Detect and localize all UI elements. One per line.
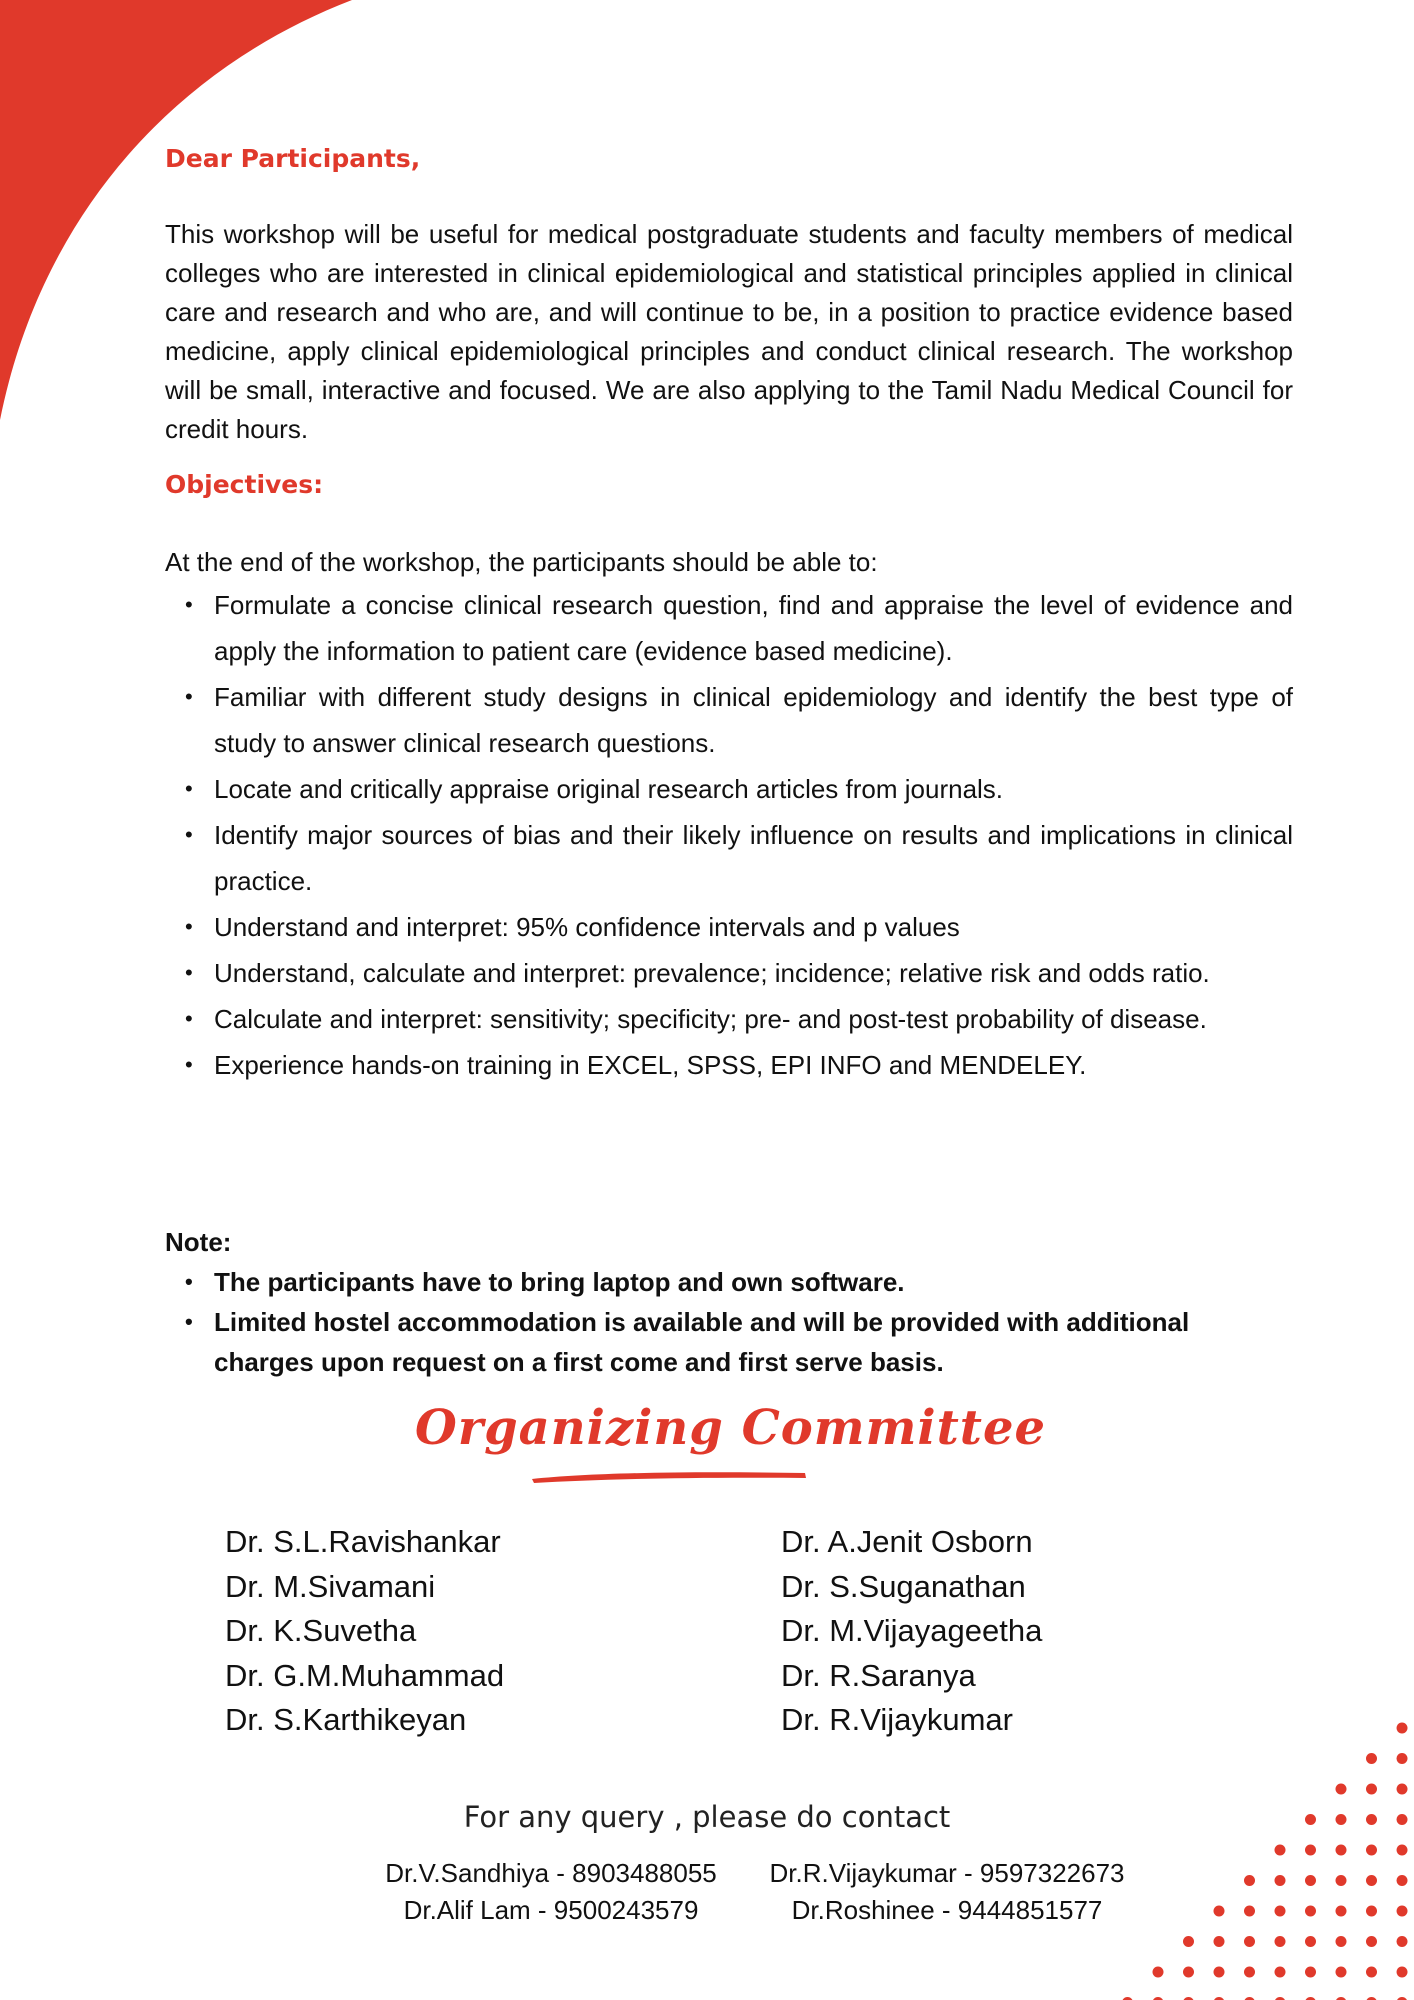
decorative-dot [1153,1967,1164,1978]
decorative-dot [1183,1936,1194,1947]
decorative-dot [1397,1967,1408,1978]
objective-item: • Familiar with different study designs in clinical epidemiology and identify the best type of study to answer clinical research questions. [165,674,1293,766]
decorative-dot [1305,1906,1316,1917]
note-item: • Limited hostel accommodation is available and will be provided with additional charges upon request on a first come and first serve basis. [165,1302,1293,1382]
objectives-heading: Objectives: [165,470,324,499]
committee-right-column [781,1520,1042,1743]
decorative-dot [1397,1845,1408,1856]
committee-member: Dr. A.Jenit Osborn [781,1524,1033,1559]
decorative-dot [1244,1936,1255,1947]
decorative-dot [1214,1967,1225,1978]
contact-entry: Dr.Alif Lam - 9500243579 [403,1895,699,1925]
committee-member: Dr. R.Saranya [781,1657,976,1693]
decorative-dot [1336,1875,1347,1886]
objective-item: • Identify major sources of bias and their likely influence on results and implications in clinical practice. [165,812,1293,904]
committee-member: Dr. S.Karthikeyan [225,1702,467,1737]
decorative-dot [1366,1845,1377,1856]
decorative-dot [1336,1906,1347,1917]
objectives-lead: At the end of the workshop, the participants should be able to: [165,547,878,577]
committee-member: Dr. M.Sivamani [225,1568,436,1604]
decorative-dot [1244,1875,1255,1886]
note-heading: Note: [165,1227,232,1257]
decorative-dot [1275,1967,1286,1978]
decorative-dot [1275,1906,1286,1917]
committee-member: Dr. S.Suganathan [781,1568,1026,1604]
note-item: • The participants have to bring laptop and own software. [165,1262,1293,1302]
decorative-dot [1244,1906,1255,1917]
contact-right-column [752,1855,1142,1929]
decorative-dot [1305,1845,1316,1856]
committee-member: Dr. M.Vijayageetha [781,1613,1043,1648]
objective-item: • Experience hands-on training in EXCEL, SPSS, EPI INFO and MENDELEY. [165,1042,1293,1088]
committee-member: Dr. S.L.Ravishankar [225,1524,501,1559]
decorative-dot [1336,1784,1347,1795]
contact-entry: Dr.R.Vijaykumar - 9597322673 [769,1858,1125,1888]
objective-item: • Understand and interpret: 95% confidence intervals and p values [165,904,1293,950]
decorative-dot [1214,1936,1225,1947]
objective-item: • Understand, calculate and interpret: prevalence; incidence; relative risk and odds ratio. [165,950,1293,996]
objectives-list [165,582,1293,1088]
decorative-dot [1244,1967,1255,1978]
decorative-dot [1275,1875,1286,1886]
decorative-dot [1397,1723,1408,1734]
note-list [165,1262,1293,1382]
objective-item: • Locate and critically appraise original research articles from journals. [165,766,1293,812]
decorative-dot [1366,1906,1377,1917]
contact-entry: Dr.Roshinee - 9444851577 [791,1895,1103,1925]
decorative-dot [1305,1875,1316,1886]
decorative-dot [1397,1875,1408,1886]
contact-left-column [371,1855,731,1929]
decorative-dot [1275,1845,1286,1856]
committee-member: Dr. R.Vijaykumar [781,1702,1013,1737]
objective-item: • Calculate and interpret: sensitivity; specificity; pre- and post-test probability of disease. [165,996,1293,1042]
decorative-dot [1366,1875,1377,1886]
decorative-dot [1305,1967,1316,1978]
brush-underline-decoration [530,1465,810,1485]
committee-title: Organizing Committee [415,1400,1047,1456]
decorative-dot [1397,1784,1408,1795]
committee-left-column [225,1520,504,1743]
decorative-dot [1397,1936,1408,1947]
decorative-dot [1336,1936,1347,1947]
decorative-dot [1366,1784,1377,1795]
decorative-dot [1183,1967,1194,1978]
decorative-dot [1275,1936,1286,1947]
decorative-dot [1336,1845,1347,1856]
decorative-dot [1366,1753,1377,1764]
committee-member: Dr. K.Suvetha [225,1613,417,1648]
greeting: Dear Participants, [165,144,421,173]
decorative-dot [1305,1936,1316,1947]
contact-title: For any query , please do contact [463,1800,951,1834]
dot-pattern-decoration [1114,1710,1414,2000]
intro-paragraph: This workshop will be useful for medical postgraduate students and faculty members of medical colleges who are interested in clinical epidemiological and statistical principles applied in clinical care and research and who are, and will continue to be, in a position to practice evidence based medicine, apply clinical epidemiological principles and conduct clinical research. The workshop will be small, interactive and focused. We are also applying to the Tamil Nadu Medical Council for credit hours. [165,219,1293,444]
committee-member: Dr. G.M.Muhammad [225,1657,505,1693]
decorative-dot [1397,1906,1408,1917]
decorative-dot [1366,1967,1377,1978]
decorative-dot [1366,1936,1377,1947]
objective-item: • Formulate a concise clinical research question, find and appraise the level of evidence and apply the information to patient care (evidence based medicine). [165,582,1293,674]
decorative-dot [1336,1967,1347,1978]
decorative-dot [1397,1753,1408,1764]
decorative-dot [1214,1906,1225,1917]
contact-entry: Dr.V.Sandhiya - 8903488055 [385,1858,717,1888]
